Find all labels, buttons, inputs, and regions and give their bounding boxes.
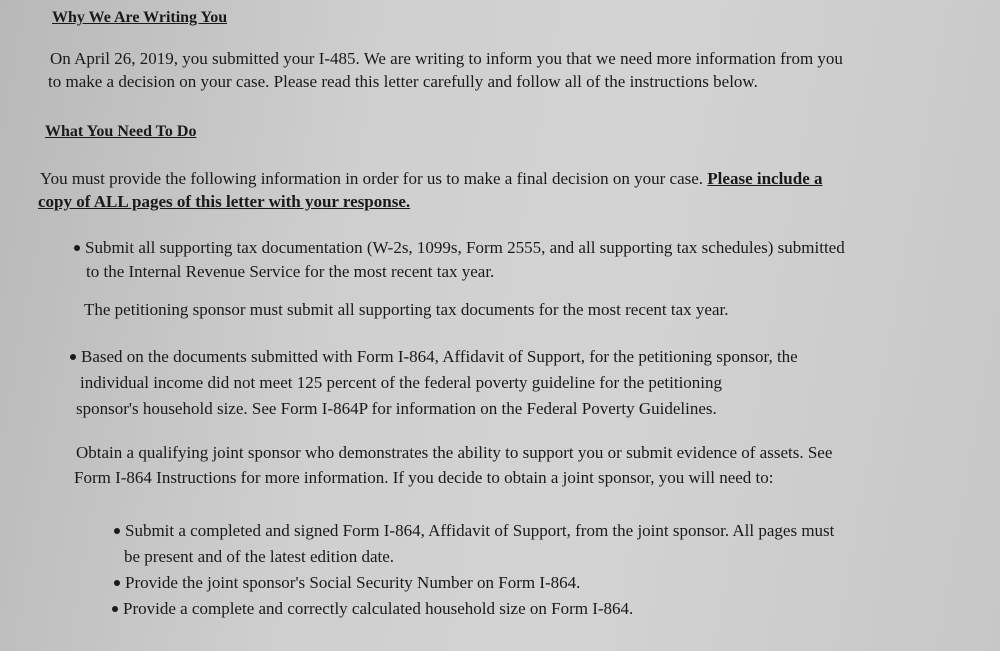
- bullet-tax-text-1: Submit all supporting tax documentation (W-2s, 1099s, Form 2555, and all supporting tax schedules) submitted: [85, 238, 845, 257]
- why-paragraph-line-2: to make a decision on your case. Please read this letter carefully and follow all of the instructions below.: [48, 72, 758, 91]
- bullet-income-text-1: Based on the documents submitted with Form I-864, Affidavit of Support, for the petitioning sponsor, the: [81, 347, 798, 366]
- sub-bullet-3: [112, 597, 633, 620]
- sub-bullet-3-text: Provide a complete and correctly calculated household size on Form I-864.: [123, 599, 634, 618]
- why-paragraph-line-1: On April 26, 2019, you submitted your I-485. We are writing to inform you that we need more information from you: [50, 49, 843, 68]
- obtain-sponsor-line-2: Form I-864 Instructions for more information. If you decide to obtain a joint sponsor, you will need to:: [74, 468, 774, 487]
- bullet-income-line-2: individual income did not meet 125 percent of the federal poverty guideline for the petitioning: [80, 373, 723, 392]
- what-paragraph-text: You must provide the following information in order for us to make a final decision on your case.: [40, 169, 704, 188]
- tax-note: The petitioning sponsor must submit all supporting tax documents for the most recent tax year.: [84, 300, 729, 319]
- sub-bullet-2: [114, 571, 580, 594]
- bullet-tax-line-1: [74, 236, 845, 259]
- bullet-tax-line-2: to the Internal Revenue Service for the most recent tax year.: [86, 262, 495, 281]
- heading-why-writing: Why We Are Writing You: [52, 9, 228, 26]
- bullet-income-line-3: sponsor's household size. See Form I-864P for information on the Federal Poverty Guidelines.: [76, 399, 717, 418]
- bullet-dot: [112, 606, 118, 612]
- sub-bullet-1-line-1: [114, 519, 834, 542]
- bullet-dot: [70, 354, 76, 360]
- include-copy-emphasis-2: copy of ALL pages of this letter with your response.: [38, 192, 411, 211]
- what-paragraph-line-1: [40, 167, 823, 190]
- bullet-dot: [114, 580, 120, 586]
- include-copy-emphasis-1: Please include a: [707, 169, 823, 188]
- bullet-dot: [74, 245, 80, 251]
- obtain-sponsor-line-1: Obtain a qualifying joint sponsor who demonstrates the ability to support you or submit evidence of assets. See: [76, 443, 833, 462]
- sub-bullet-1-text: Submit a completed and signed Form I-864, Affidavit of Support, from the joint sponsor. All pages must: [125, 521, 835, 540]
- sub-bullet-1-line-2: be present and of the latest edition date.: [124, 547, 395, 566]
- bullet-income-line-1: [70, 345, 798, 368]
- sub-bullet-2-text: Provide the joint sponsor's Social Security Number on Form I-864.: [125, 573, 581, 592]
- heading-what-to-do: What You Need To Do: [45, 123, 197, 140]
- bullet-dot: [114, 528, 120, 534]
